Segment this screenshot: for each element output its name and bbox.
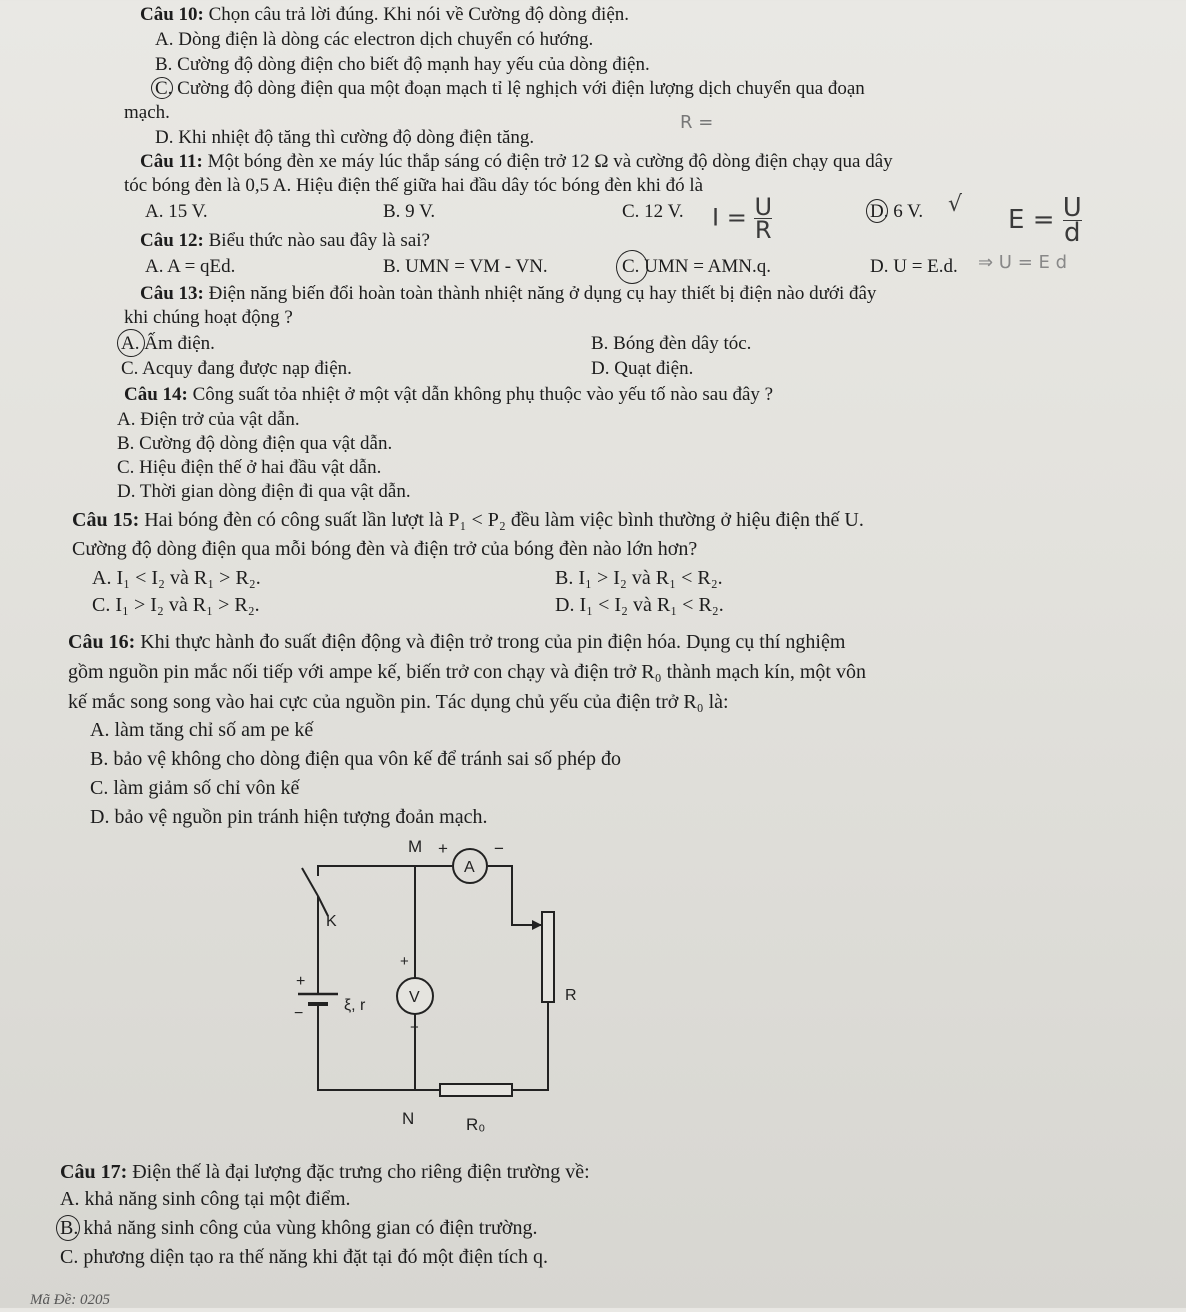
- q16-text-1: Khi thực hành đo suất điện động và điện trở trong của pin điện hóa. Dụng cụ thí nghiệm: [140, 631, 846, 653]
- q15-option-d: D. I₁ < I₂ và R₁ < R₂.: [555, 594, 724, 616]
- q13-label: Câu 13:: [140, 283, 204, 304]
- hand-formula-e-num: U: [1062, 193, 1082, 223]
- q11-answer-circle: [866, 199, 888, 223]
- q17-option-b: B. khả năng sinh công của vùng không gian có điện trường.: [60, 1217, 538, 1239]
- label-ammeter-plus: +: [438, 839, 448, 858]
- hand-r-note: R =: [680, 112, 714, 133]
- rheostat-slider-arrow: [532, 920, 542, 930]
- switch-k[interactable]: [302, 868, 318, 896]
- q16-text-3: kế mắc song song vào hai cực của nguồn pin. Tác dụng chủ yếu của điện trở R₀ là:: [68, 691, 729, 713]
- q11-stem-1: [140, 150, 893, 174]
- q11-option-d: D. 6 V.: [870, 201, 924, 222]
- hand-formula-e-left: E =: [1008, 205, 1055, 235]
- q12-option-c: C. UMN = AMN.q.: [622, 256, 772, 277]
- q15-option-b: B. I₁ > I₂ và R₁ < R₂.: [555, 567, 723, 589]
- q14-option-a: A. Điện trở của vật dẫn.: [117, 409, 300, 430]
- q11-option-b: B. 9 V.: [383, 201, 436, 222]
- q12-label: Câu 12:: [140, 230, 204, 251]
- r0-resistor-icon: [440, 1084, 512, 1096]
- q14-text: Công suất tỏa nhiệt ở một vật dẫn không phụ thuộc vào yếu tố nào sau đây ?: [192, 384, 774, 405]
- label-source: ξ, r: [344, 997, 366, 1014]
- q13-text-1: Điện năng biến đổi hoàn toàn thành nhiệt năng ở dụng cụ hay thiết bị điện nào dưới đây: [208, 283, 877, 304]
- q17-option-c: C. phương diện tạo ra thế năng khi đặt tại đó một điện tích q.: [60, 1246, 548, 1268]
- q16-option-a: A. làm tăng chỉ số am pe kế: [90, 719, 314, 741]
- q12-option-b: B. UMN = VM - VN.: [383, 256, 548, 277]
- q15-stem-1: [72, 508, 864, 532]
- q16-stem-1: [68, 630, 845, 654]
- label-k: K: [326, 913, 337, 930]
- q15-text-2: Cường độ dòng điện qua mỗi bóng đèn và điện trở của bóng đèn nào lớn hơn?: [72, 538, 698, 560]
- q10-option-d: D. Khi nhiệt độ tăng thì cường độ dòng điện tăng.: [155, 127, 535, 148]
- q11-label: Câu 11:: [140, 151, 203, 172]
- q17-option-a: A. khả năng sinh công tại một điểm.: [60, 1188, 351, 1210]
- label-ammeter: A: [464, 859, 475, 876]
- q10-option-c-cont: mạch.: [124, 102, 170, 123]
- q17-answer-circle: [56, 1215, 80, 1241]
- q17-stem: [60, 1160, 590, 1184]
- q11-text-2: tóc bóng đèn là 0,5 A. Hiệu điện thế giữa hai đầu dây tóc bóng đèn khi đó là: [124, 175, 704, 196]
- q13-text-2: khi chúng hoạt động ?: [124, 307, 293, 328]
- q16-option-b: B. bảo vệ không cho dòng điện qua vôn kế để tránh sai số phép đo: [90, 748, 622, 770]
- label-voltmeter: V: [409, 989, 420, 1006]
- q14-label: Câu 14:: [124, 384, 188, 405]
- q12-option-d: D. U = E.d.: [870, 256, 958, 277]
- q16-option-d: D. bảo vệ nguồn pin tránh hiện tượng đoản mạch.: [90, 806, 488, 828]
- hand-formula-i-left: I =: [712, 203, 747, 232]
- q16-option-c: C. làm giảm số chỉ vôn kế: [90, 777, 300, 799]
- label-voltmeter-minus: −: [410, 1019, 419, 1036]
- hand-formula-e-den: d: [1064, 218, 1081, 248]
- q14-option-d: D. Thời gian dòng điện đi qua vật dẫn.: [117, 481, 411, 502]
- q14-stem: [124, 383, 773, 407]
- rheostat-icon: [542, 912, 554, 1002]
- label-battery-plus: +: [296, 973, 306, 990]
- label-ammeter-minus: −: [494, 839, 504, 858]
- q10-text: Chọn câu trả lời đúng. Khi nói về Cường độ dòng điện.: [208, 4, 629, 25]
- hand-note-ued: ⇒ U = E d: [978, 252, 1068, 273]
- q13-option-a: A. Ấm điện.: [121, 333, 215, 354]
- q15-label: Câu 15:: [72, 509, 140, 531]
- wire-ammeter-rheostat: [488, 866, 542, 925]
- q13-option-c: C. Acquy đang được nạp điện.: [121, 358, 352, 379]
- q15-option-a: A. I₁ < I₂ và R₁ > R₂.: [92, 567, 261, 589]
- q10-answer-circle: [151, 77, 173, 99]
- q10-label: Câu 10:: [140, 4, 204, 25]
- q11-option-a: A. 15 V.: [145, 201, 208, 222]
- hand-formula-i-num: U: [754, 193, 773, 221]
- label-r0: R₀: [466, 1115, 486, 1134]
- label-rheostat: R: [565, 987, 577, 1004]
- hand-formula-i-den: R: [754, 216, 772, 244]
- q12-stem: [140, 229, 430, 253]
- wire-right-down: [512, 1002, 548, 1090]
- q12-answer-circle: [616, 250, 648, 284]
- q17-label: Câu 17:: [60, 1161, 128, 1183]
- label-n: N: [402, 1109, 415, 1128]
- q10-option-a: A. Dòng điện là dòng các electron dịch chuyển có hướng.: [155, 29, 594, 50]
- q15-text-1: Hai bóng đèn có công suất lần lượt là P₁ < P₂ đều làm việc bình thường ở hiệu điện thế U.: [144, 509, 864, 531]
- q14-option-b: B. Cường độ dòng điện qua vật dẫn.: [117, 433, 393, 454]
- q10-stem: [140, 3, 629, 27]
- q16-text-2: gồm nguồn pin mắc nối tiếp với ampe kế, biến trở con chạy và điện trở R₀ thành mạch kín, một vôn: [68, 661, 866, 683]
- q10-option-b: B. Cường độ dòng điện cho biết độ mạnh hay yếu của dòng điện.: [155, 54, 650, 75]
- label-m: M: [408, 837, 423, 856]
- wire-left-switch: [318, 896, 328, 982]
- q13-option-d: D. Quạt điện.: [591, 358, 694, 379]
- label-voltmeter-plus: +: [400, 953, 409, 970]
- wire-top-left: [318, 866, 415, 876]
- hand-formula-e: [1008, 193, 1082, 248]
- q17-text: Điện thế là đại lượng đặc trưng cho riêng điện trường về:: [132, 1161, 590, 1183]
- q10-option-c: C. Cường độ dòng điện qua một đoạn mạch tỉ lệ nghịch với điện lượng dịch chuyển qua đoạn: [155, 78, 865, 99]
- q12-option-a: A. A = qEd.: [145, 256, 236, 277]
- exam-code: Mã Đề: 0205: [30, 1292, 110, 1308]
- q13-stem-1: [140, 282, 876, 306]
- label-battery-minus: −: [294, 1005, 304, 1022]
- q12-text: Biểu thức nào sau đây là sai?: [208, 230, 430, 251]
- q14-option-c: C. Hiệu điện thế ở hai đầu vật dẫn.: [117, 457, 382, 478]
- q11-option-c: C. 12 V.: [622, 201, 684, 222]
- q11-text-1: Một bóng đèn xe máy lúc thắp sáng có điện trở 12 Ω và cường độ dòng điện chạy qua dây: [207, 151, 893, 172]
- q16-label: Câu 16:: [68, 631, 136, 653]
- circuit-diagram: [280, 832, 610, 1150]
- q15-option-c: C. I₁ > I₂ và R₁ > R₂.: [92, 594, 260, 616]
- hand-formula-i: [712, 193, 773, 244]
- check-icon: √: [948, 192, 963, 217]
- q13-option-b: B. Bóng đèn dây tóc.: [591, 333, 752, 354]
- wire-bottom-left: [318, 1022, 455, 1090]
- q13-answer-circle: [117, 329, 145, 357]
